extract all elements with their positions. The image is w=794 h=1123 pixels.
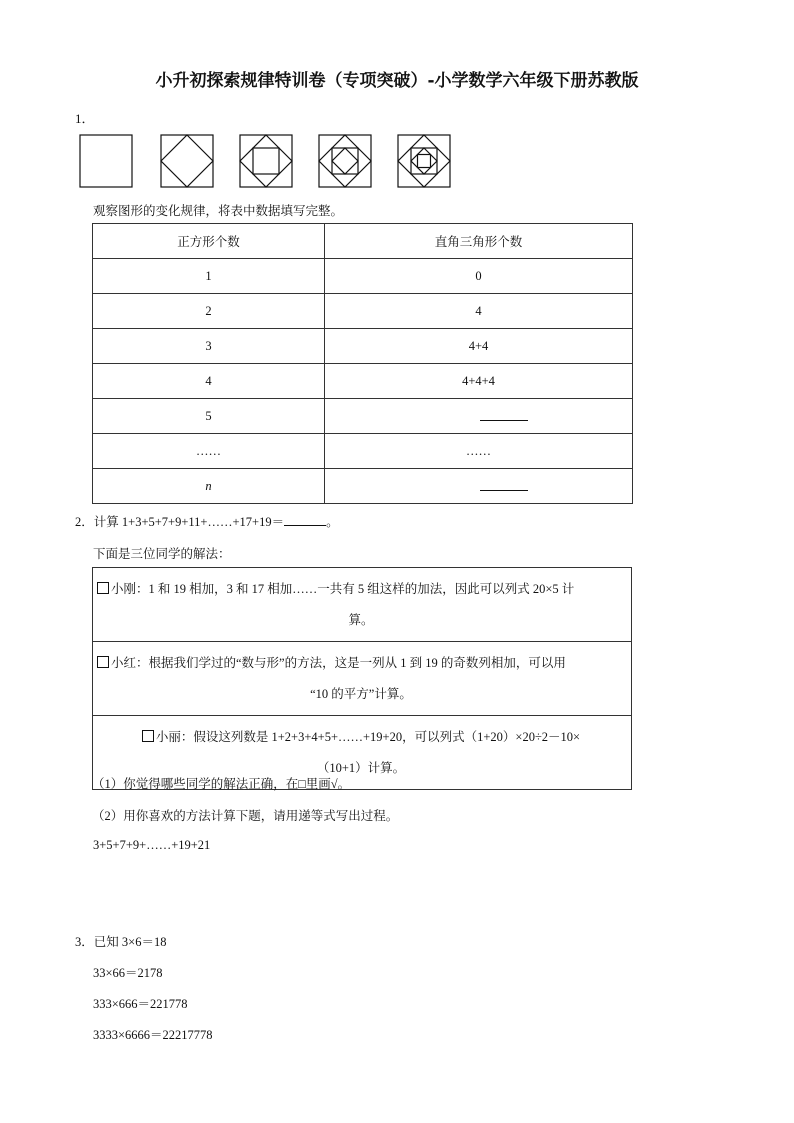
table-row (93, 469, 633, 504)
solutions-box (92, 567, 632, 790)
table-header-squares: 正方形个数 (93, 224, 325, 259)
solution-xiaohong (93, 642, 631, 716)
table-row (93, 259, 633, 294)
answer-blank[interactable] (284, 513, 326, 526)
answer-blank[interactable] (480, 478, 528, 491)
q2-prompt-end: 。 (326, 515, 339, 529)
checkbox-xiaohong[interactable] (97, 656, 109, 668)
solution-text: 小红：根据我们学过的“数与形”的方法，这是一列从 1 到 19 的奇数列相加，可以用 (111, 656, 566, 670)
q3-text: 已知 3×6＝18 (93, 935, 167, 949)
solution-text: 小丽：假设这列数是 1+2+3+4+5+……+19+20，可以列式（1+20）×20÷2－10× (155, 730, 581, 744)
q3-line-3: 333×666＝221778 (93, 997, 188, 1011)
table-cell: 4+4+4 (325, 364, 633, 399)
solution-text-cont: 算。 (348, 613, 374, 627)
table-row (93, 329, 633, 364)
table-cell-blank[interactable] (325, 469, 633, 504)
solution-text-cont: （10+1）计算。 (316, 761, 406, 775)
table-cell: 3 (93, 329, 325, 364)
table-cell: …… (93, 434, 325, 469)
q2-sub1: （1）你觉得哪些同学的解法正确，在□里画√。 (92, 777, 351, 791)
table-row (93, 399, 633, 434)
solution-xiaogang (93, 568, 631, 642)
solution-text: 小刚：1 和 19 相加，3 和 17 相加……一共有 5 组这样的加法，因此可以列式 20×5 计 (111, 582, 575, 596)
q3-line-2: 33×66＝2178 (93, 966, 163, 980)
figure-1 (80, 135, 132, 187)
table-cell: 0 (325, 259, 633, 294)
table-row (93, 364, 633, 399)
square-pattern-figures (79, 134, 459, 188)
table-cell: 4+4 (325, 329, 633, 364)
q2-line (75, 512, 339, 530)
table-cell: 4 (93, 364, 325, 399)
table-row (93, 294, 633, 329)
q2-prompt: 计算 1+3+5+7+9+11+……+17+19＝ (93, 515, 285, 529)
q2-number: 2． (75, 515, 94, 529)
q3-line-1 (75, 932, 166, 950)
table-row (93, 434, 633, 469)
q3-line-4: 3333×6666＝22217778 (93, 1028, 213, 1042)
figure-5 (398, 135, 450, 187)
q1-instruction: 观察图形的变化规律，将表中数据填写完整。 (93, 203, 344, 218)
figure-2 (161, 135, 213, 187)
figure-4 (319, 135, 371, 187)
table-header-row (93, 224, 633, 259)
table-header-triangles: 直角三角形个数 (325, 224, 633, 259)
q2-expression: 3+5+7+9+……+19+21 (93, 838, 211, 852)
answer-blank[interactable] (480, 408, 528, 421)
page-title: 小升初探索规律特训卷（专项突破）-小学数学六年级下册苏教版 (155, 71, 639, 91)
q1-table (92, 223, 633, 504)
solution-text-cont: “10 的平方”计算。 (310, 687, 412, 701)
q3-number: 3． (75, 935, 94, 949)
q2-sub2: （2）用你喜欢的方法计算下题，请用递等式写出过程。 (92, 809, 399, 823)
table-cell: 1 (93, 259, 325, 294)
table-cell: n (93, 469, 325, 504)
table-cell: 4 (325, 294, 633, 329)
q2-intro: 下面是三位同学的解法： (93, 546, 231, 561)
figure-3 (240, 135, 292, 187)
table-cell-blank[interactable] (325, 399, 633, 434)
checkbox-xiaogang[interactable] (97, 582, 109, 594)
table-cell: …… (325, 434, 633, 469)
table-cell: 5 (93, 399, 325, 434)
table-cell: 2 (93, 294, 325, 329)
checkbox-xiaoli[interactable] (142, 730, 154, 742)
q1-number: 1． (75, 111, 95, 126)
